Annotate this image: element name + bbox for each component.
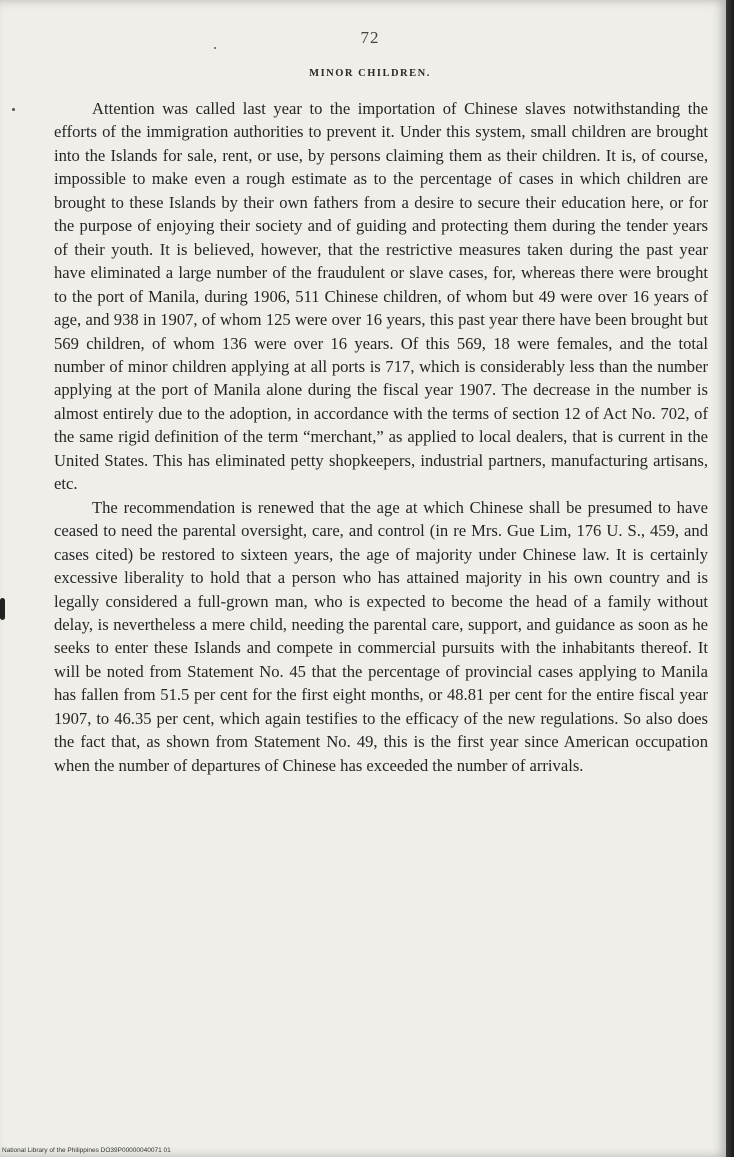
scan-speck (0, 598, 5, 620)
paragraph: The recommendation is renewed that the age at which Chinese shall be presumed to have ceased to need the parental oversight, care, and control (in re Mrs. Gue Lim, 176 U. S., 459, and cases cited) be restored to sixteen years, the age of majority under Chinese law. It is certainly excessive liberality to hold that a person who has attained majority in his own country and is legally considered a full-grown man, who is expected to become the head of a family without delay, is nevertheless a mere child, needing the parental care, support, and guidance as soon as he seeks to enter these Islands and compete in commercial pursuits with the inhabitants thereof. It will be noted from Statement No. 45 that the percentage of provincial cases applying to Manila has fallen from 51.5 per cent for the first eight months, or 48.81 per cent for the entire fiscal year 1907, to 46.35 per cent, which again testifies to the efficacy of the new regulations. So also does the fact that, as shown from Statement No. 49, this is the first year since American occupation when the number of departures of Chinese has exceeded the number of arrivals. (54, 497, 708, 775)
footer-attribution: National Library of the Philippines DO39P00000040071 01 (2, 1147, 171, 1154)
paragraph: Attention was called last year to the importation of Chinese slaves notwithstanding the efforts of the immigration authorities to prevent it. Under this system, small children are brought into the Islands for sale, rent, or use, by persons claiming them as their children. It is, of course, impossible to make even a rough estimate as to the percentage of cases in which children are brought to these Islands by their own fathers from a desire to secure their education here, or for the purpose of enjoying their society and of guiding and protecting them during the tender years of their youth. It is believed, however, that the restrictive measures taken during the past year have eliminated a large number of the fraudulent or slave cases, for, whereas there were brought to the port of Manila, during 1906, 511 Chinese children, of whom but 49 were over 16 years of age, and 938 in 1907, of whom 125 were over 16 years, this past year there have been brought but 569 children, of whom 136 were over 16 years. Of this 569, 18 were females, and the total number of minor children applying at all ports is 717, which is considerably less than the number applying at the port of Manila alone during the fiscal year 1907. The decrease in the number is almost entirely due to the adoption, in accordance with the terms of section 12 of Act No. 702, of the same rigid definition of the term “merchant,” as applied to local dealers, that is current in the United States. This has eliminated petty shopkeepers, industrial partners, manufacturing artisans, etc. (54, 99, 708, 494)
page-edge-shadow (726, 0, 734, 1157)
page-number: 72 (360, 28, 380, 47)
body-text (54, 97, 708, 777)
scan-speck (12, 108, 15, 111)
section-title: MINOR CHILDREN. (309, 68, 431, 79)
